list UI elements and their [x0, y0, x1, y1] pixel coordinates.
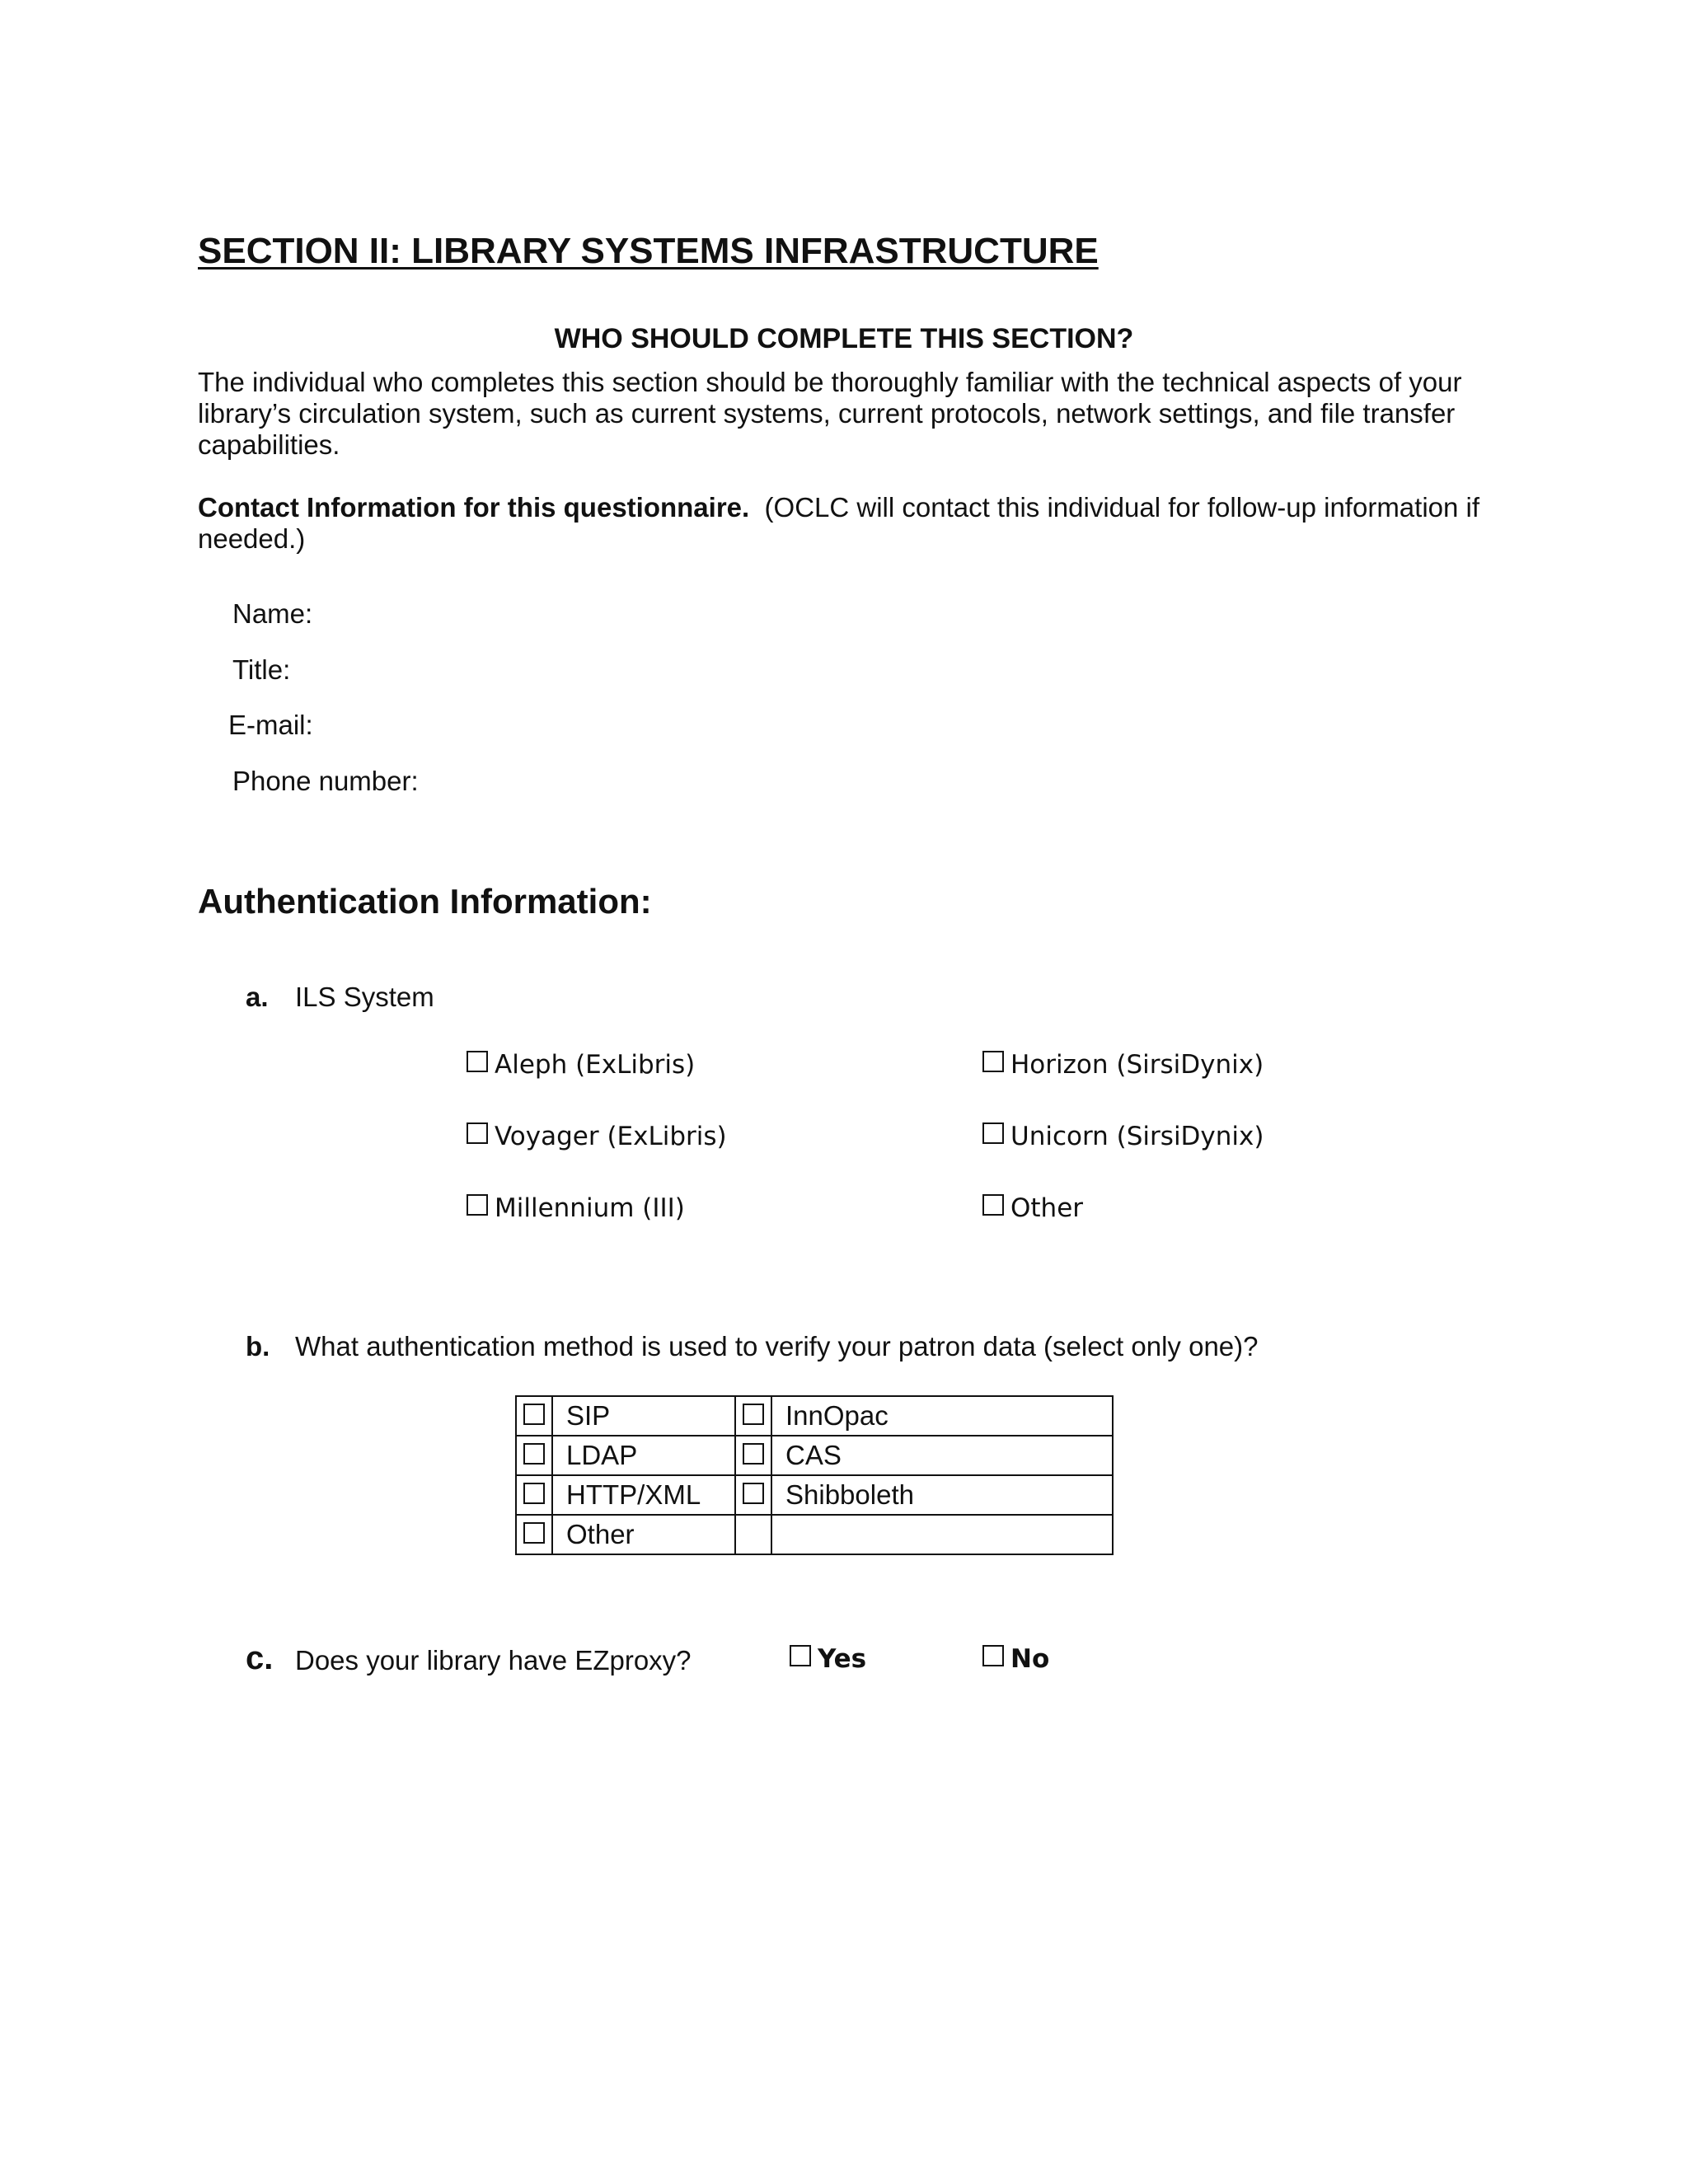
option-label: Millennium (III) — [495, 1193, 685, 1223]
auth-option-label: HTTP/XML — [552, 1475, 735, 1515]
auth-option-label: SIP — [552, 1396, 735, 1436]
phone-field-label: Phone number: — [232, 766, 419, 796]
table-row — [516, 1515, 1113, 1554]
contact-note: (OCLC will contact this individual for follow-up information if needed.) — [198, 492, 1480, 554]
section-title: SECTION II: LIBRARY SYSTEMS INFRASTRUCTURE — [198, 231, 1099, 271]
auth-option-label: Shibboleth — [771, 1475, 1113, 1515]
auth-method-table — [515, 1395, 1114, 1555]
yes-label: Yes — [818, 1644, 867, 1674]
auth-option-label: Other — [552, 1515, 735, 1554]
question-a-letter: a. — [246, 982, 269, 1012]
ils-option-millennium[interactable] — [467, 1193, 685, 1223]
option-label: Voyager (ExLibris) — [495, 1122, 727, 1151]
checkbox-icon[interactable] — [467, 1122, 488, 1144]
question-c-text: Does your library have EZproxy? — [295, 1645, 692, 1675]
question-c-letter: c. — [246, 1640, 274, 1676]
checkbox-icon[interactable] — [467, 1194, 488, 1216]
checkbox-cell[interactable] — [516, 1475, 552, 1515]
checkbox-icon[interactable] — [982, 1051, 1004, 1072]
contact-intro — [198, 492, 1517, 555]
name-field-label: Name: — [232, 598, 313, 629]
auth-option-label: LDAP — [552, 1436, 735, 1475]
auth-option-label: CAS — [771, 1436, 1113, 1475]
auth-option-label: InnOpac — [771, 1396, 1113, 1436]
checkbox-cell[interactable] — [735, 1475, 771, 1515]
ils-option-unicorn[interactable] — [982, 1122, 1264, 1151]
option-label: Other — [1010, 1193, 1084, 1223]
checkbox-icon[interactable] — [743, 1404, 764, 1425]
ils-option-other[interactable] — [982, 1193, 1083, 1223]
checkbox-icon[interactable] — [523, 1483, 545, 1504]
checkbox-icon[interactable] — [982, 1645, 1004, 1666]
ils-option-voyager[interactable] — [467, 1122, 727, 1151]
empty-cell — [771, 1515, 1113, 1554]
contact-bold-label: Contact Information for this questionnaire. — [198, 492, 750, 523]
checkbox-icon[interactable] — [523, 1443, 545, 1465]
checkbox-cell[interactable] — [735, 1436, 771, 1475]
table-row — [516, 1436, 1113, 1475]
checkbox-icon[interactable] — [523, 1404, 545, 1425]
question-b-letter: b. — [246, 1331, 270, 1361]
option-label: Unicorn (SirsiDynix) — [1010, 1122, 1264, 1151]
ils-option-aleph[interactable] — [467, 1050, 695, 1080]
question-b-text: What authentication method is used to verify your patron data (select only one)? — [295, 1331, 1259, 1361]
no-label: No — [1010, 1644, 1050, 1674]
option-label: Horizon (SirsiDynix) — [1010, 1050, 1264, 1080]
checkbox-cell[interactable] — [516, 1436, 552, 1475]
checkbox-icon[interactable] — [467, 1051, 488, 1072]
checkbox-icon[interactable] — [982, 1122, 1004, 1144]
table-row — [516, 1475, 1113, 1515]
checkbox-cell[interactable] — [516, 1396, 552, 1436]
ezproxy-no-option[interactable] — [982, 1644, 1049, 1674]
auth-heading: Authentication Information: — [198, 882, 652, 921]
option-label: Aleph (ExLibris) — [495, 1050, 696, 1080]
who-heading: WHO SHOULD COMPLETE THIS SECTION? — [554, 323, 1134, 354]
checkbox-icon[interactable] — [982, 1194, 1004, 1216]
table-row — [516, 1396, 1113, 1436]
checkbox-icon[interactable] — [790, 1645, 811, 1666]
checkbox-icon[interactable] — [523, 1522, 545, 1544]
checkbox-icon[interactable] — [743, 1443, 764, 1465]
who-paragraph: The individual who completes this section should be thoroughly familiar with the technical aspects of your library’s circulation system, such as current systems, current protocols, network settings, and file transfer capabilities. — [198, 367, 1462, 460]
ils-option-horizon[interactable] — [982, 1050, 1264, 1080]
checkbox-cell[interactable] — [735, 1396, 771, 1436]
checkbox-cell[interactable] — [516, 1515, 552, 1554]
title-field-label: Title: — [232, 654, 291, 685]
ezproxy-yes-option[interactable] — [790, 1644, 866, 1674]
empty-cell — [735, 1515, 771, 1554]
email-field-label: E-mail: — [228, 710, 313, 740]
checkbox-icon[interactable] — [743, 1483, 764, 1504]
question-a-text: ILS System — [295, 982, 434, 1012]
